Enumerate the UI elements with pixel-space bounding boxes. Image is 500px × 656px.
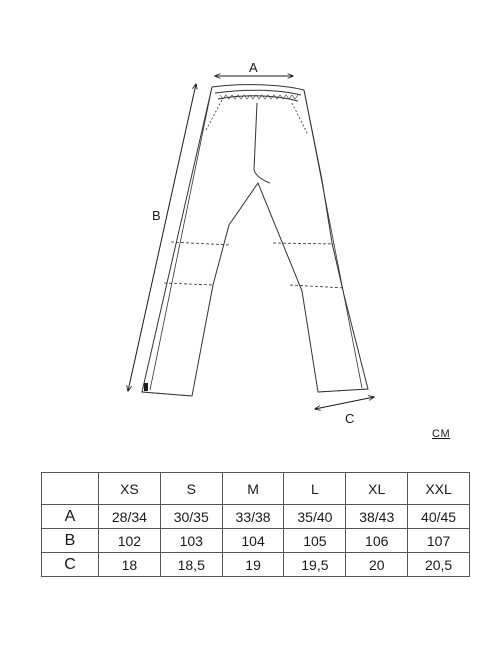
row-label: B [42, 529, 99, 553]
pants-outline [142, 85, 368, 396]
dimension-c-arrow [315, 397, 374, 409]
dimension-a-label: A [249, 60, 258, 75]
size-column-m: M [222, 473, 284, 505]
table-cell: 33/38 [222, 505, 284, 529]
dimension-b-label: B [152, 208, 161, 223]
table-cell: 107 [408, 529, 470, 553]
size-column-xxl: XXL [408, 473, 470, 505]
table-cell: 30/35 [160, 505, 222, 529]
table-cell: 103 [160, 529, 222, 553]
table-cell: 28/34 [99, 505, 161, 529]
table-cell: 40/45 [408, 505, 470, 529]
table-cell: 19 [222, 553, 284, 577]
size-table-corner [42, 473, 99, 505]
size-column-s: S [160, 473, 222, 505]
table-cell: 18 [99, 553, 161, 577]
row-label: A [42, 505, 99, 529]
table-row [42, 529, 470, 553]
table-cell: 18,5 [160, 553, 222, 577]
size-table [41, 472, 470, 577]
size-column-xs: XS [99, 473, 161, 505]
dimension-c-label: C [345, 411, 355, 426]
table-cell: 38/43 [346, 505, 408, 529]
table-row [42, 505, 470, 529]
table-row [42, 553, 470, 577]
table-cell: 19,5 [284, 553, 346, 577]
size-column-xl: XL [346, 473, 408, 505]
size-table-header [42, 473, 470, 505]
pants-tag [144, 383, 148, 391]
unit-label: CM [432, 428, 451, 440]
dimension-b-arrow [128, 84, 196, 391]
table-cell: 20 [346, 553, 408, 577]
table-cell: 35/40 [284, 505, 346, 529]
table-cell: 104 [222, 529, 284, 553]
row-label: C [42, 553, 99, 577]
table-cell: 106 [346, 529, 408, 553]
table-cell: 102 [99, 529, 161, 553]
table-cell: 105 [284, 529, 346, 553]
table-cell: 20,5 [408, 553, 470, 577]
size-column-l: L [284, 473, 346, 505]
